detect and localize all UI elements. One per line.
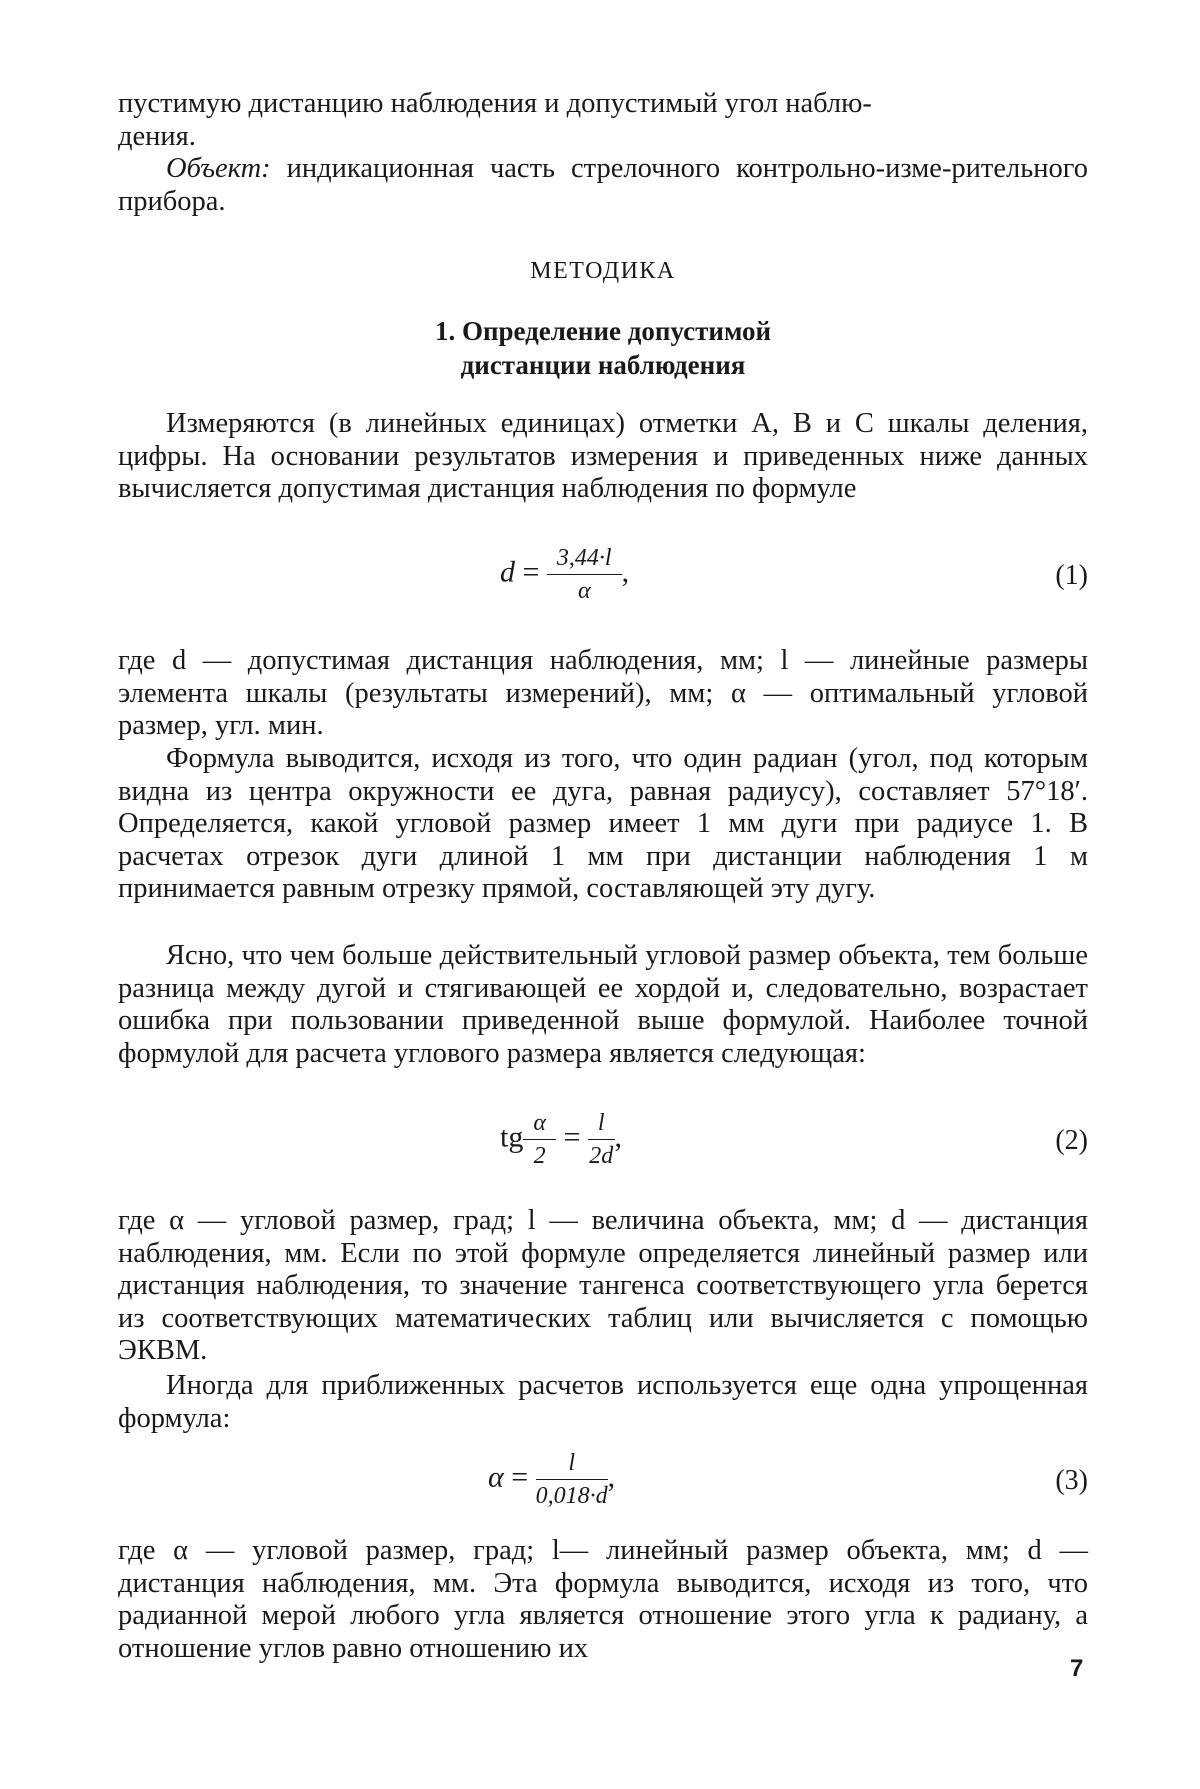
formula-2-denominator-left: 2	[523, 1140, 556, 1170]
intro-line-2: дения.	[118, 121, 196, 152]
formula-2-numerator-right: l	[588, 1109, 615, 1140]
formula-2-fraction-left	[523, 1109, 556, 1170]
formula-2-fraction-right	[588, 1109, 615, 1170]
formula-2-denominator-right: 2d	[588, 1140, 615, 1170]
formula-1-lhs: d	[500, 555, 515, 588]
method-title: МЕТОДИКА	[118, 258, 1088, 285]
formula-2-function: tg	[500, 1120, 523, 1153]
paragraph-where-2: где α — угловой размер, град; l — величина объекта, мм; d — дистанция наблюдения, мм. Если по этой формуле определяется линейный размер или дистанция наблюдения, то значение тангенса соответствующего угла берется из соответствующих математических таблиц или вычисляется с помощью ЭКВМ.	[118, 1205, 1088, 1368]
formula-2-eq: =	[556, 1120, 588, 1153]
formula-1-numerator: 3,44·l	[547, 544, 622, 575]
document-page	[0, 0, 1200, 1789]
formula-3	[118, 1445, 1088, 1525]
formula-2-tail: ,	[615, 1120, 623, 1153]
formula-2	[118, 1105, 1088, 1185]
formula-1	[118, 540, 1088, 620]
intro-line-1: пустимую дистанцию наблюдения и допустимый угол наблю-	[118, 88, 872, 119]
formula-2-numerator-left: α	[523, 1109, 556, 1140]
paragraph-where-3: где α — угловой размер, град; l— линейный размер объекта, мм; d — дистанция наблюдения, мм. Эта формула выводится, исходя из того, что радианной мерой любого угла является отношение этого угла к радиану, а отношение углов равно отношению их	[118, 1535, 1088, 1665]
formula-1-eq: =	[515, 555, 547, 588]
paragraph-approx: Иногда для приближенных расчетов используется еще одна упрощенная формула:	[118, 1370, 1088, 1435]
section-heading	[118, 314, 1088, 382]
formula-2-number: (2)	[1055, 1125, 1088, 1157]
section-heading-line-1: 1. Определение допустимой	[435, 316, 771, 346]
object-text: индикационная часть стрелочного контрольно-изме-рительного прибора.	[118, 153, 1088, 217]
section-heading-line-2: дистанции наблюдения	[461, 350, 746, 380]
formula-1-tail: ,	[622, 555, 630, 588]
formula-3-denominator: 0,018·d	[536, 1480, 608, 1510]
page-number: 7	[1070, 1655, 1083, 1683]
formula-1-fraction	[547, 544, 622, 605]
formula-3-eq: =	[504, 1460, 536, 1493]
intro-paragraph	[118, 88, 1088, 153]
formula-3-tail: ,	[608, 1460, 616, 1493]
formula-3-numerator: l	[536, 1449, 608, 1480]
object-paragraph	[118, 153, 1088, 218]
formula-1-number: (1)	[1055, 560, 1088, 592]
paragraph-radian: Формула выводится, исходя из того, что один радиан (угол, под которым видна из центра окружности ее дуга, равная радиусу), составляет 57°18′. Определяется, какой угловой размер имеет 1 мм дуги при радиусе 1. В расчетах отрезок дуги длиной 1 мм при дистанции наблюдения 1 м принимается равным отрезку прямой, составляющей эту дугу.	[118, 743, 1088, 906]
object-label: Объект:	[166, 153, 271, 184]
paragraph-where-1: где d — допустимая дистанция наблюдения, мм; l — линейные размеры элемента шкалы (результаты измерений), мм; α — оптимальный угловой размер, угл. мин.	[118, 645, 1088, 743]
formula-3-number: (3)	[1055, 1465, 1088, 1497]
formula-1-denominator: α	[547, 575, 622, 605]
formula-3-lhs: α	[488, 1460, 504, 1493]
paragraph-accuracy: Ясно, что чем больше действительный угловой размер объекта, тем больше разница между дугой и стягивающей ее хордой и, следовательно, возрастает ошибка при пользовании приведенной выше формулой. Наиболее точной формулой для расчета углового размера является следующая:	[118, 940, 1088, 1070]
formula-1-expression	[500, 544, 629, 605]
formula-3-expression	[488, 1449, 615, 1510]
formula-2-expression	[500, 1109, 622, 1170]
paragraph-measurements: Измеряются (в линейных единицах) отметки А, В и С шкалы деления, цифры. На основании результатов измерения и приведенных ниже данных вычисляется допустимая дистанция наблюдения по формуле	[118, 408, 1088, 506]
formula-3-fraction	[536, 1449, 608, 1510]
